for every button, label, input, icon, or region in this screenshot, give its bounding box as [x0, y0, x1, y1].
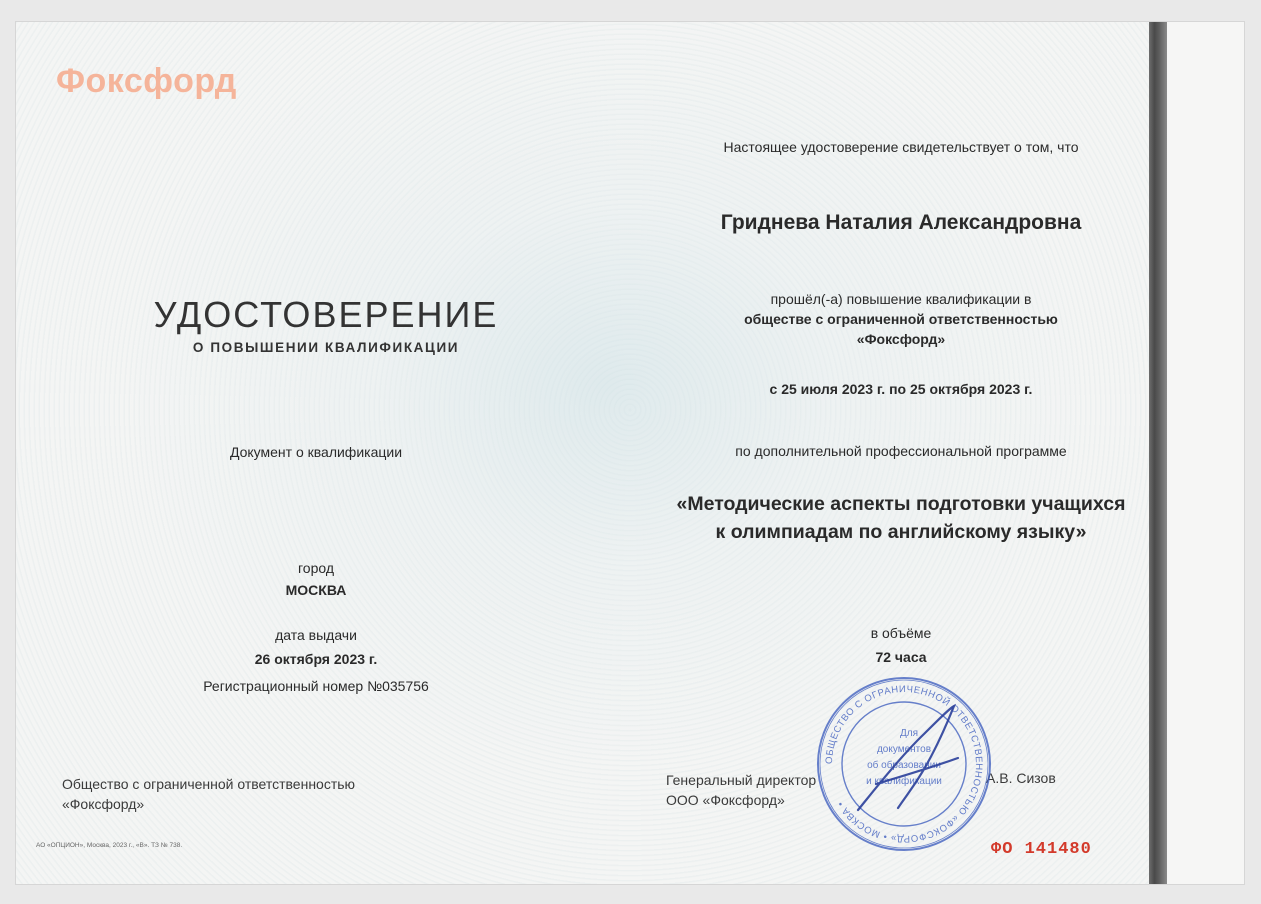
program-title-line-2: к олимпиадам по английскому языку»	[715, 521, 1087, 543]
printer-note: АО «ОПЦИОН», Москва, 2023 г., «В». ТЗ № 738.	[36, 842, 183, 849]
recipient-name: Гриднева Наталия Александровна	[720, 211, 1082, 234]
certificate-title: УДОСТОВЕРЕНИЕ	[153, 294, 499, 335]
foxford-logo: Фоксфорд	[56, 62, 237, 100]
stamp-ring-text: ОБЩЕСТВО С ОГРАНИЧЕННОЙ ОТВЕТСТВЕННОСТЬЮ «ФОКСФОРД» • МОСКВА •	[823, 683, 985, 845]
volume-label: в объёме	[870, 625, 932, 641]
issuer-organization	[62, 774, 355, 814]
director-signature	[846, 698, 976, 818]
serial-number: ФО 141480	[991, 840, 1092, 859]
issue-date-value: 26 октября 2023 г.	[254, 651, 378, 667]
document-type-label: Документ о квалификации	[229, 444, 403, 460]
stamp-inner-line-3: об образовании	[867, 760, 941, 771]
issuer-line-2: «Фоксфорд»	[62, 796, 145, 812]
program-title-line-1: «Методические аспекты подготовки учащихся	[676, 493, 1126, 515]
director-title	[666, 770, 816, 810]
director-line-2: ООО «Фоксфорд»	[666, 792, 785, 808]
completion-line-3: «Фоксфорд»	[856, 331, 946, 347]
completion-line-2: обществе с ограниченной ответственностью	[744, 311, 1058, 327]
certificate-subtitle: О ПОВЫШЕНИИ КВАЛИФИКАЦИИ	[192, 340, 460, 355]
certificate-intro: Настоящее удостоверение свидетельствует о том, что	[723, 139, 1079, 155]
stamp-inner-line-1: Для	[899, 728, 919, 739]
city-label: город	[297, 560, 335, 576]
program-label: по дополнительной профессиональной программе	[735, 443, 1067, 459]
program-title	[641, 490, 1161, 546]
completion-line-1: прошёл(-а) повышение квалификации в	[770, 291, 1032, 307]
registration-number: Регистрационный номер №035756	[203, 678, 429, 694]
issue-date-label: дата выдачи	[275, 627, 357, 643]
stamp-inner-line-2: документов	[876, 744, 932, 755]
director-name: А.В. Сизов	[986, 770, 1056, 786]
issuer-line-1: Общество с ограниченной ответственностью	[62, 776, 356, 792]
stamp-inner-line-4: и квалификации	[866, 776, 942, 787]
completion-statement	[641, 289, 1161, 349]
binding-margin	[1167, 22, 1244, 884]
certificate-sheet	[16, 22, 1244, 884]
study-period: с 25 июля 2023 г. по 25 октября 2023 г.	[769, 381, 1033, 397]
city-value: МОСКВА	[285, 582, 347, 598]
director-line-1: Генеральный директор	[666, 772, 817, 788]
volume-value: 72 часа	[875, 649, 927, 665]
